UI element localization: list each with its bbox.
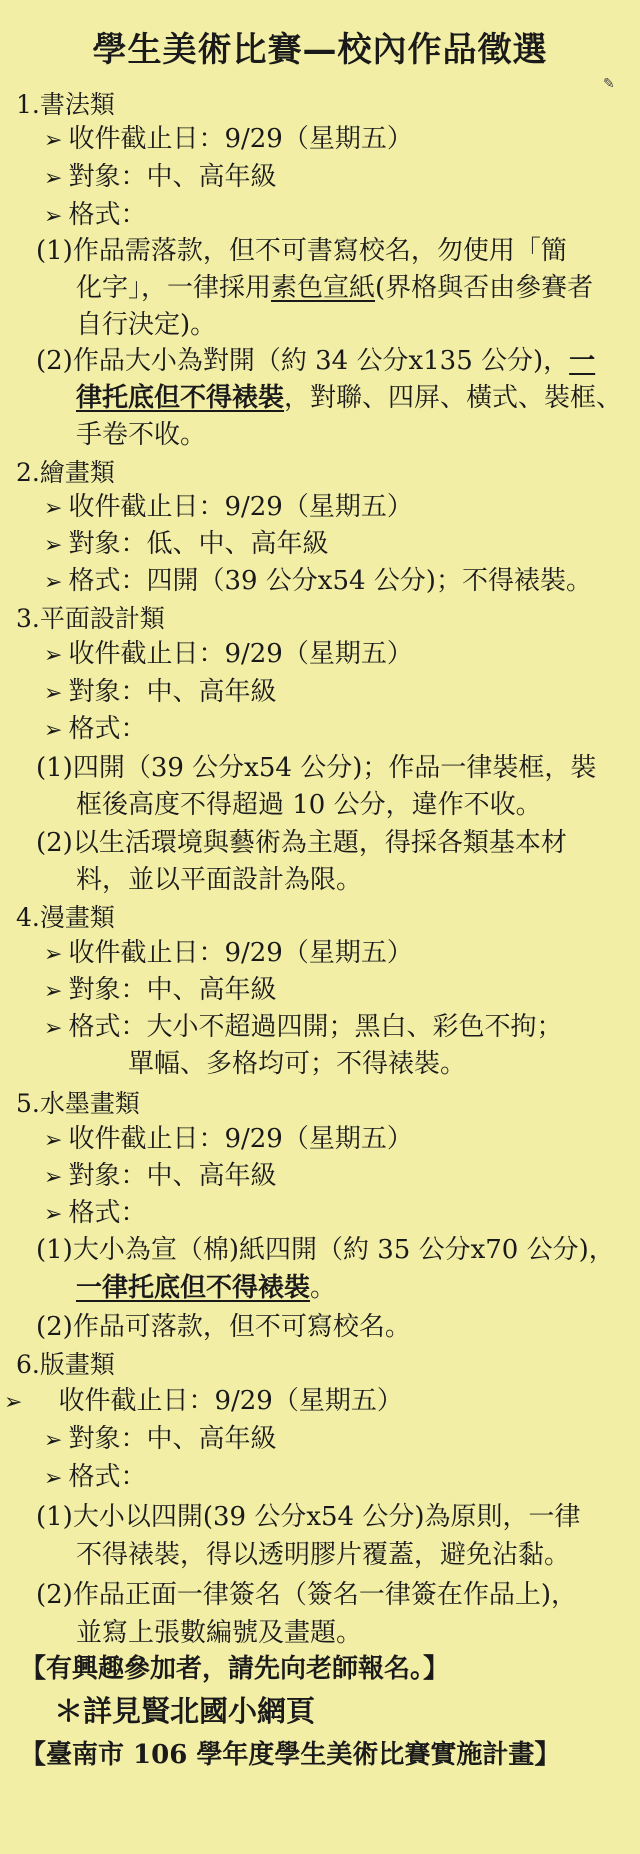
arrow-bullet-icon: ➢ bbox=[44, 570, 63, 595]
arrow-bullet-icon: ➢ bbox=[44, 1016, 63, 1041]
section-heading: 4.漫畫類 bbox=[16, 903, 115, 932]
plan-reference: 【臺南市 106 學年度學生美術比賽實施計畫】 bbox=[20, 1740, 561, 1770]
format-line: ➢ 格式：大小不超過四開；黑白、彩色不拘； bbox=[44, 1012, 563, 1042]
paragraph-line: 律托底但不得裱裝，對聯、四屏、橫式、裝框、 bbox=[76, 383, 623, 413]
arrow-bullet-icon: ➢ bbox=[44, 496, 63, 521]
format-line: ➢ 格式： bbox=[44, 200, 147, 230]
arrow-bullet-icon: ➢ bbox=[44, 204, 63, 229]
section-heading: 5.水墨畫類 bbox=[16, 1089, 140, 1118]
arrow-bullet-icon: ➢ bbox=[44, 1128, 63, 1153]
arrow-bullet-icon: ➢ bbox=[44, 681, 63, 706]
paragraph-line: (2)作品正面一律簽名（簽名一律簽在作品上)， bbox=[36, 1580, 577, 1610]
section-heading: 2.繪畫類 bbox=[16, 458, 115, 487]
format-line: ➢ 格式： bbox=[44, 1462, 147, 1492]
arrow-bullet-icon: ➢ bbox=[44, 1165, 63, 1190]
deadline-line: ➢ 收件截止日：9/29（星期五） bbox=[44, 938, 413, 968]
website-note: ＊詳見賢北國小網頁 bbox=[54, 1694, 316, 1728]
paragraph-line: 料，並以平面設計為限。 bbox=[76, 865, 363, 895]
underlined-text: 一律托底但不得裱裝 bbox=[76, 1273, 311, 1303]
deadline-line: ➢ 收件截止日：9/29（星期五） bbox=[44, 492, 413, 522]
target-line: ➢ 對象：中、高年級 bbox=[44, 162, 277, 192]
target-line: ➢ 對象：低、中、高年級 bbox=[44, 529, 329, 559]
underlined-text: 律托底但不得裱裝 bbox=[76, 383, 285, 413]
format-line: ➢ 格式： bbox=[44, 714, 147, 744]
arrow-bullet-icon: ➢ bbox=[44, 128, 63, 153]
paragraph-line: (1)四開（39 公分x54 公分)；作品一律裝框，裝 bbox=[36, 753, 597, 783]
section-heading: 1.書法類 bbox=[16, 90, 115, 119]
arrow-bullet-icon: ➢ bbox=[44, 942, 63, 967]
target-line: ➢ 對象：中、高年級 bbox=[44, 1161, 277, 1191]
arrow-bullet-icon: ➢ bbox=[44, 1202, 63, 1227]
section-heading: 6.版畫類 bbox=[16, 1350, 115, 1379]
arrow-bullet-icon: ➢ bbox=[44, 718, 63, 743]
paragraph-line: 化字」，一律採用素色宣紙(界格與否由參賽者 bbox=[76, 273, 594, 303]
paragraph-line: 一律托底但不得裱裝。 bbox=[76, 1273, 337, 1303]
arrow-bullet-icon: ➢ bbox=[44, 643, 63, 668]
paragraph-line: (1)大小以四開(39 公分x54 公分)為原則，一律 bbox=[36, 1502, 581, 1532]
arrow-bullet-icon: ➢ bbox=[44, 979, 63, 1004]
deadline-line: ➢ 收件截止日：9/29（星期五） bbox=[44, 639, 413, 669]
target-line: ➢ 對象：中、高年級 bbox=[44, 975, 277, 1005]
underlined-text: 一 bbox=[569, 346, 596, 376]
paragraph-line: (2)作品大小為對開（約 34 公分x135 公分)，一 bbox=[36, 346, 596, 376]
paragraph-line: 手卷不收。 bbox=[76, 420, 207, 450]
paragraph-line: (1)大小為宣（棉)紙四開（約 35 公分x70 公分)， bbox=[36, 1235, 615, 1265]
format-line: ➢ 格式：四開（39 公分x54 公分)；不得裱裝。 bbox=[44, 566, 592, 596]
deadline-line: ➢ 收件截止日：9/29（星期五） bbox=[44, 124, 413, 154]
page-title: 學生美術比賽—校內作品徵選 bbox=[92, 30, 548, 70]
pencil-mark: ✎ bbox=[603, 76, 615, 92]
paragraph-line: 不得裱裝，得以透明膠片覆蓋，避免沾黏。 bbox=[76, 1540, 571, 1570]
paragraph-line: 自行決定)。 bbox=[76, 310, 217, 340]
arrow-bullet-icon: ➢ bbox=[44, 1428, 63, 1453]
format-line: ➢ 格式： bbox=[44, 1198, 147, 1228]
paragraph-line: (2)作品可落款，但不可寫校名。 bbox=[36, 1312, 411, 1342]
deadline-line: ➢ 收件截止日：9/29（星期五） bbox=[44, 1124, 413, 1154]
section-heading: 3.平面設計類 bbox=[16, 604, 165, 633]
arrow-bullet-icon: ➢ bbox=[44, 1466, 63, 1491]
arrow-bullet-icon: ➢ bbox=[4, 1390, 23, 1415]
paragraph-line: 並寫上張數編號及畫題。 bbox=[76, 1618, 363, 1648]
paragraph-line: (2)以生活環境與藝術為主題，得採各類基本材 bbox=[36, 828, 567, 858]
signup-note: 【有興趣參加者，請先向老師報名。】 bbox=[20, 1654, 450, 1684]
underlined-text: 素色宣紙 bbox=[271, 273, 376, 303]
arrow-bullet-icon: ➢ bbox=[44, 166, 63, 191]
paragraph-line: 框後高度不得超過 10 公分，違作不收。 bbox=[76, 790, 542, 820]
deadline-line: ➢ 收件截止日：9/29（星期五） bbox=[4, 1386, 403, 1416]
target-line: ➢ 對象：中、高年級 bbox=[44, 677, 277, 707]
paragraph-line: (1)作品需落款，但不可書寫校名，勿使用「簡 bbox=[36, 236, 567, 266]
target-line: ➢ 對象：中、高年級 bbox=[44, 1424, 277, 1454]
arrow-bullet-icon: ➢ bbox=[44, 533, 63, 558]
paragraph-line: 單幅、多格均可；不得裱裝。 bbox=[128, 1049, 467, 1079]
